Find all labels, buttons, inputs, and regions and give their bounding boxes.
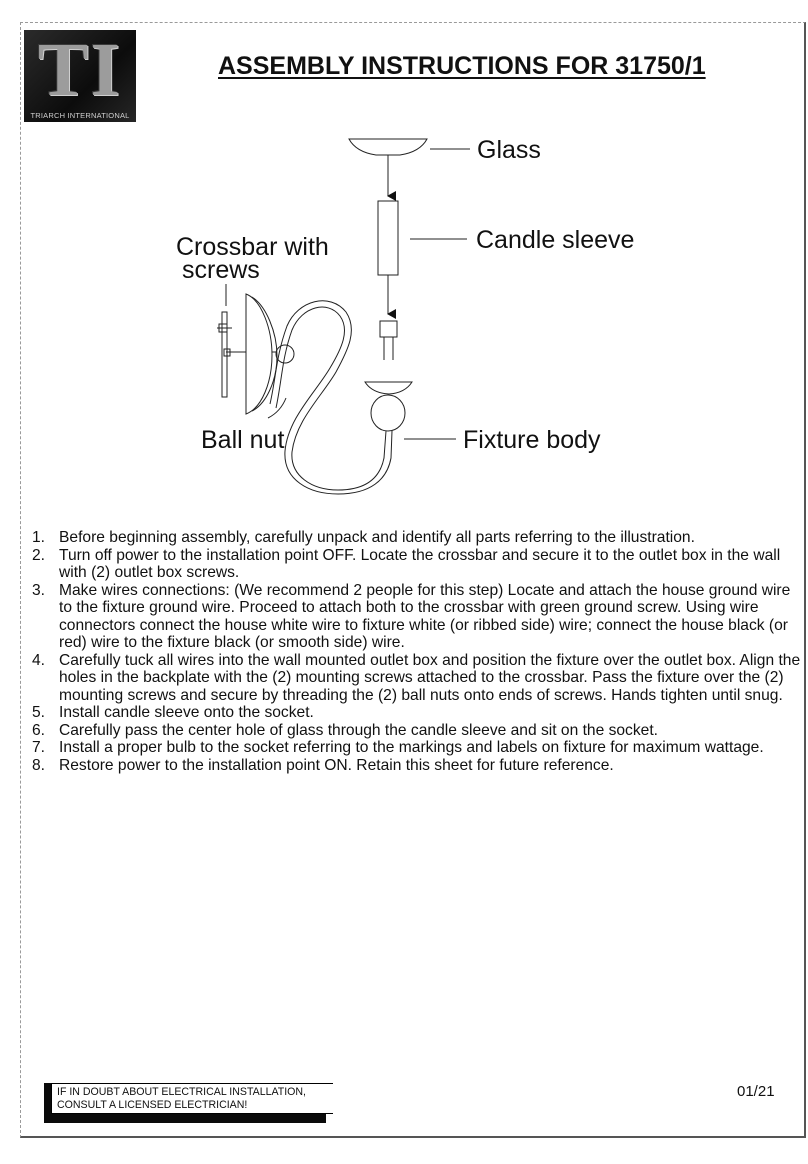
page-number: 01/21 [737,1083,775,1100]
notice-box [51,1083,333,1114]
step-number: 3. [32,581,46,599]
fixture-arm [270,301,386,490]
backplate [246,294,272,414]
step-text: Carefully tuck all wires into the wall mounted outlet box and position the fixture over the outlet box. Align the holes in the backplate with the (2) mounting screws attached to the crossbar. Pass the fixture over the (2) mounting screws and secure by threading the (2) ball nuts onto ends of screws. Hands tighten until snug. [59,651,801,704]
step-number: 2. [32,546,46,564]
instruction-step [32,582,802,652]
step-number: 8. [32,756,46,774]
notice-line-2: CONSULT A LICENSED ELECTRICIAN! [57,1099,248,1111]
label-crossbar-line2: screws [182,256,260,284]
label-fixture-body: Fixture body [463,426,601,454]
instruction-step [32,652,802,705]
notice-line-1: IF IN DOUBT ABOUT ELECTRICAL INSTALLATION, [57,1086,307,1098]
step-number: 1. [32,529,46,546]
label-crossbar-line1: Crossbar with [176,233,329,261]
logo-company-name: TRIARCH INTERNATIONAL [30,111,130,120]
fixture-ball [371,395,405,431]
label-glass: Glass [477,136,541,164]
page-title: ASSEMBLY INSTRUCTIONS FOR 31750/1 [218,52,706,80]
candle-sleeve-shape [378,201,398,275]
step-number: 4. [32,651,46,669]
step-text: Before beginning assembly, carefully unpack and identify all parts referring to the illustration. [59,529,695,546]
instruction-list [32,529,802,774]
step-number: 7. [32,739,46,756]
instruction-step [32,739,802,757]
logo-mark: TI [37,28,123,112]
instruction-step [32,722,802,740]
label-ball-nut: Ball nut [201,426,285,454]
instruction-step [32,529,802,547]
bobeche-cup [365,382,412,394]
step-text: Install candle sleeve onto the socket. [59,704,314,721]
instruction-step [32,704,802,722]
step-text: Install a proper bulb to the socket referring to the markings and labels on fixture for maximum wattage. [59,739,764,756]
label-candle-sleeve: Candle sleeve [476,226,635,254]
instruction-step [32,757,802,775]
company-logo [24,30,136,122]
electrician-notice [44,1083,326,1123]
step-text: Make wires connections: (We recommend 2 people for this step) Locate and attach the house ground wire to the fixture ground wire. Proceed to attach both to the crossbar with green ground screw. Using wire connectors connect the house white wire to fixture white (or ribbed side) wire; connect the house black (or red) wire to the fixture black (or smooth side) wire. [59,581,791,651]
socket-shape [380,321,397,337]
instruction-step [32,547,802,582]
step-text: Restore power to the installation point ON. Retain this sheet for future reference. [59,756,614,774]
step-text: Carefully pass the center hole of glass through the candle sleeve and sit on the socket. [59,721,658,739]
step-text: Turn off power to the installation point OFF. Locate the crossbar and secure it to the outlet box in the wall with (2) outlet box screws. [59,546,781,581]
glass-shade [349,139,427,155]
step-number: 6. [32,721,46,739]
step-number: 5. [32,704,46,721]
